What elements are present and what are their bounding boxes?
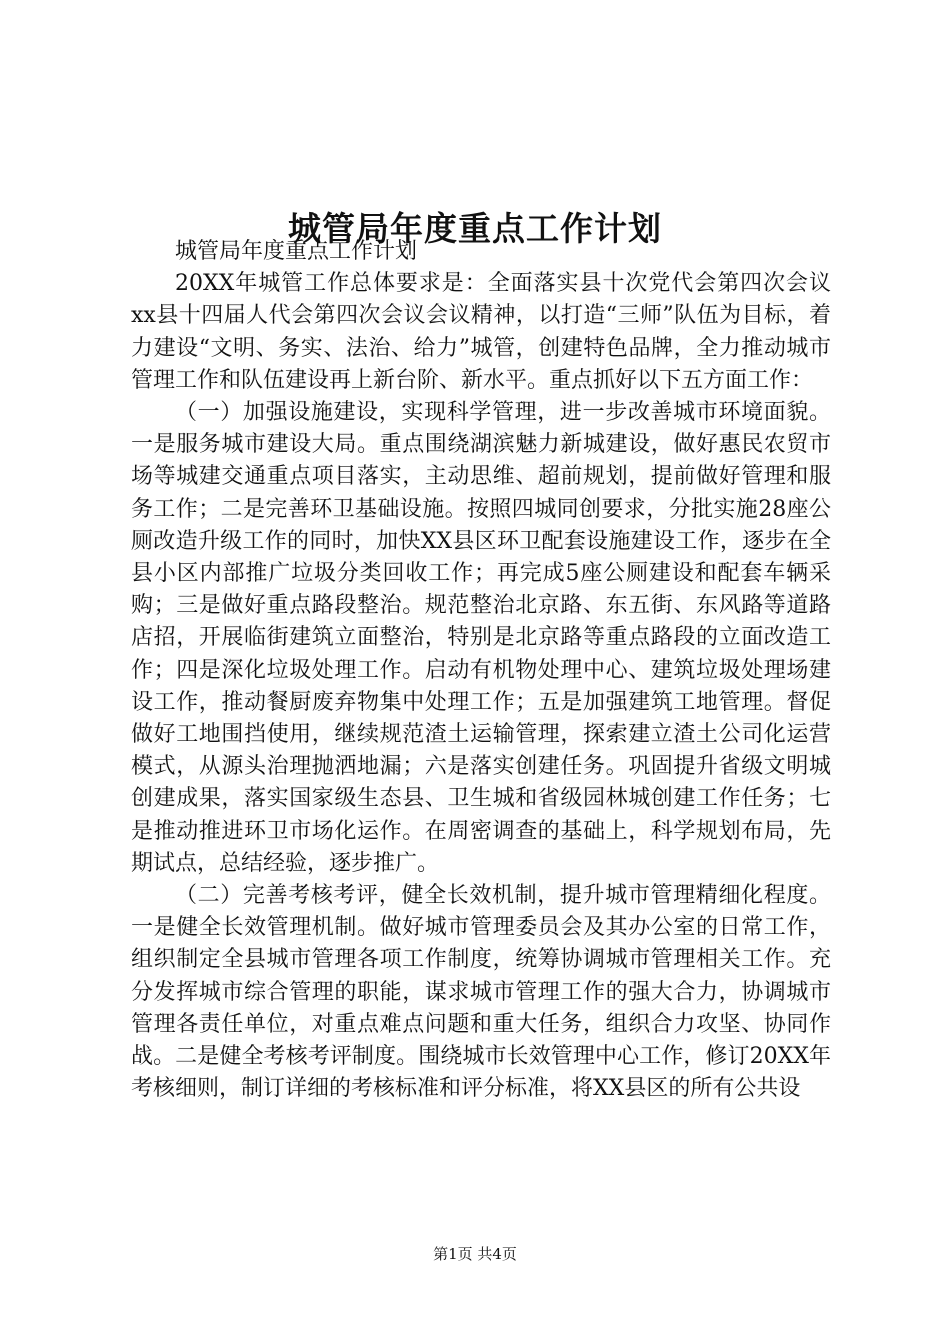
document-body (131, 236, 831, 1105)
paragraph-overview: 20XX年城管工作总体要求是：全面落实县十次党代会第四次会议xx县十四届人代会第四次会议会议精神，以打造“三师”队伍为目标，着力建设“文明、务实、法治、给力”城管，创建特色品牌，全力推动城市管理工作和队伍建设再上新台阶、新水平。重点抓好以下五方面工作： (131, 271, 831, 393)
paragraph-section-two: （二）完善考核考评，健全长效机制，提升城市管理精细化程度。一是健全长效管理机制。做好城市管理委员会及其办公室的日常工作，组织制定全县城市管理各项工作制度，统筹协调城市管理相关工作。充分发挥城市综合管理的职能，谋求城市管理工作的强大合力，协调城市管理各责任单位，对重点难点问题和重大任务，组织合力攻坚、协同作战。二是健全考核考评制度。围绕城市长效管理中心工作，修订20XX年考核细则，制订详细的考核标准和评分标准，将XX县区的所有公共设 (131, 883, 831, 1102)
paragraph-subtitle: 城管局年度重点工作计划 (175, 239, 418, 264)
paragraph-section-one: （一）加强设施建设，实现科学管理，进一步改善城市环境面貌。一是服务城市建设大局。重点围绕湖滨魅力新城建设，做好惠民农贸市场等城建交通重点项目落实，主动思维、超前规划，提前做好管理和服务工作；二是完善环卫基础设施。按照四城同创要求，分批实施28座公厕改造升级工作的同时，加快XX县区环卫配套设施建设工作，逐步在全县小区内部推广垃圾分类回收工作；再完成5座公厕建设和配套车辆采购；三是做好重点路段整治。规范整治北京路、东五街、东风路等道路店招，开展临街建筑立面整治，特别是北京路等重点路段的立面改造工作；四是深化垃圾处理工作。启动有机物处理中心、建筑垃圾处理场建设工作，推动餐厨废弃物集中处理工作；五是加强建筑工地管理。督促做好工地围挡使用，继续规范渣土运输管理，探索建立渣土公司化运营模式，从源头治理抛洒地漏；六是落实创建任务。巩固提升省级文明城创建成果，落实国家级生态县、卫生城和省级园林城创建工作任务；七是推动推进环卫市场化运作。在周密调查的基础上，科学规划布局，先期试点，总结经验，逐步推广。 (131, 400, 831, 876)
page-footer: 第1页 共4页 (433, 1245, 517, 1263)
document-title: 城管局年度重点工作计划 (288, 209, 662, 249)
